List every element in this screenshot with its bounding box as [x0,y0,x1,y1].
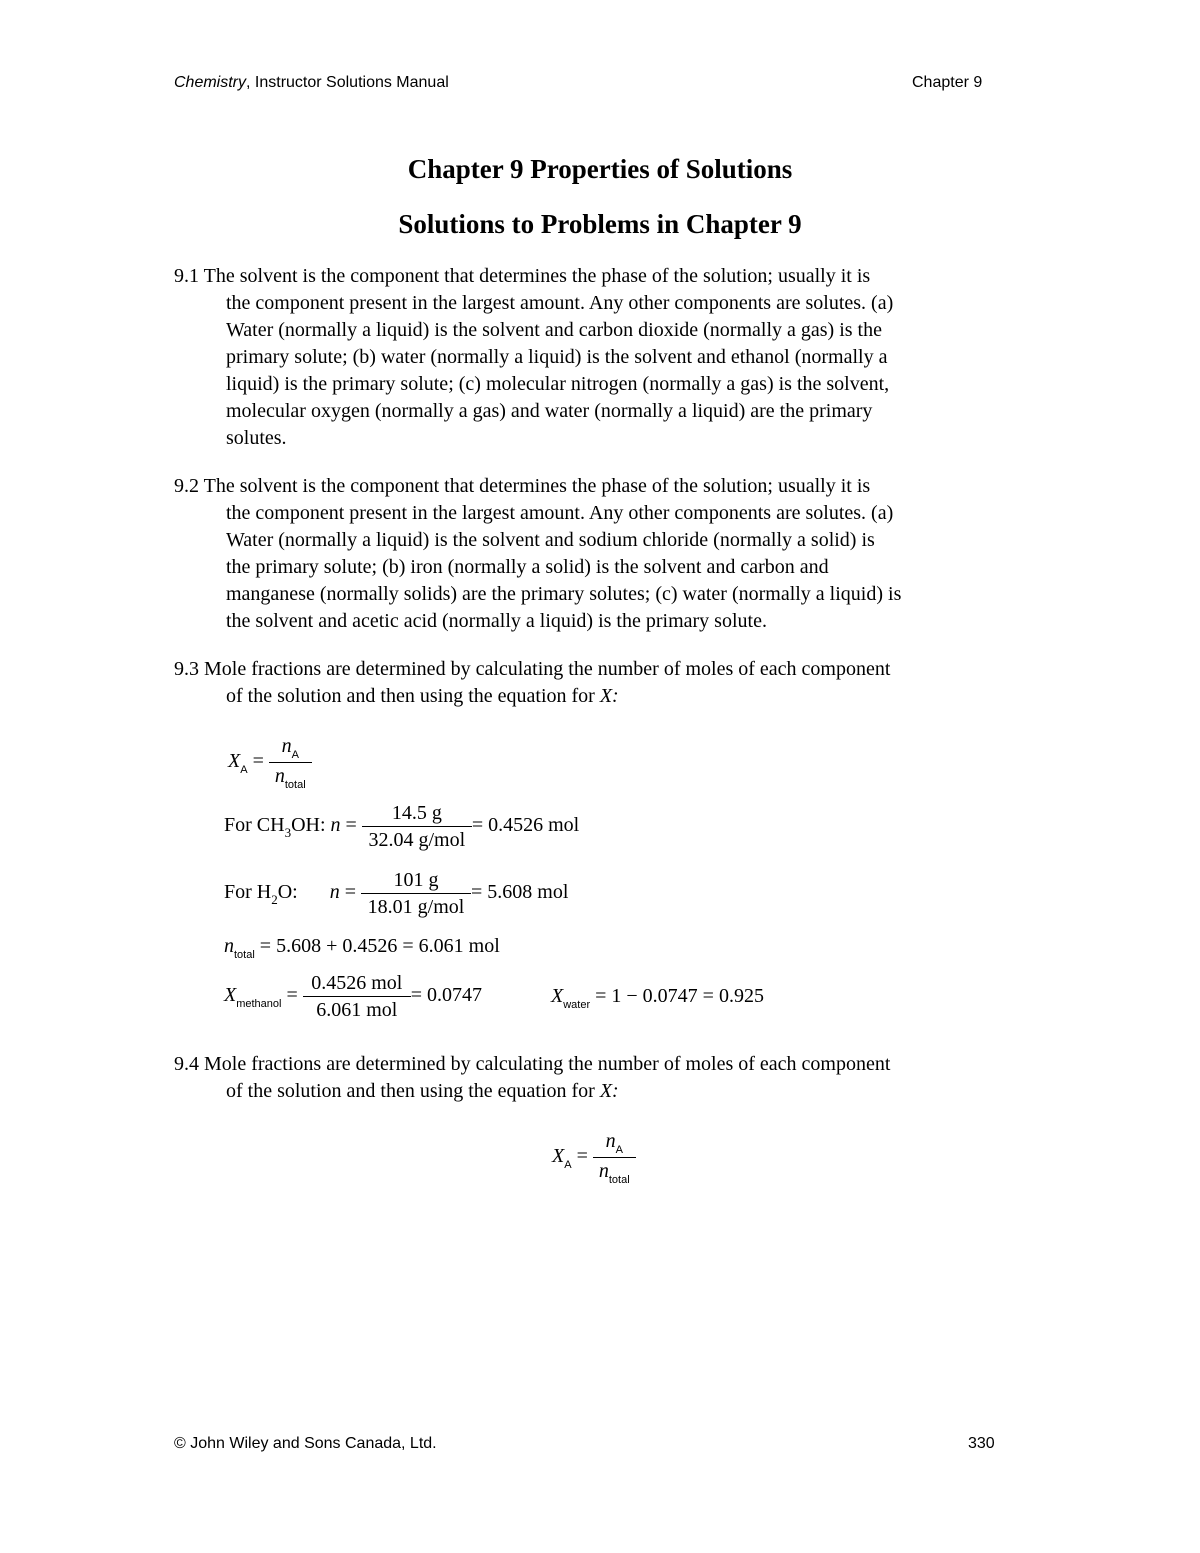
running-header-left [174,74,449,92]
chapter-title: Chapter 9 Properties of Solutions [407,154,793,184]
symbol-n: n [281,735,292,757]
problem-text: Mole fractions are determined by calculating the number of moles of each component [204,1053,891,1075]
problem-9-4 [174,1051,1034,1105]
problem-text: the solvent and acetic acid (normally a liquid) is the primary solute. [226,610,767,632]
problem-text: molecular oxygen (normally a gas) and water (normally a liquid) are the primary [226,400,873,422]
problem-text: Water (normally a liquid) is the solvent and carbon dioxide (normally a gas) is the [226,319,882,341]
expression: = 1 − 0.0747 = 0.925 [590,985,764,1007]
result: = 0.4526 mol [471,814,580,837]
problem-text: Mole fractions are determined by calculating the number of moles of each component [204,658,891,680]
result: = 5.608 mol [471,881,569,904]
fraction [269,733,312,792]
problem-text: primary solute; (b) water (normally a liquid) is the solvent and ethanol (normally a [226,346,888,368]
equals-sign: = [340,814,362,837]
equals-sign: = [339,881,362,904]
problem-text: the component present in the largest amount. Any other components are solutes. (a) [226,292,894,314]
problem-line [174,473,1034,500]
symbol-n: n [329,881,340,904]
problem-line [174,263,1034,290]
symbol-n: n [330,814,341,837]
running-header-chapter: Chapter 9 [912,74,983,91]
subscript: 3 [284,825,292,841]
symbol-n: n [605,1130,616,1152]
variable-x: X: [599,685,619,707]
symbol-x: X [551,985,564,1007]
symbol-x: X [224,984,237,1007]
symbol-n: n [274,765,285,787]
problem-line [174,683,1034,710]
subscript-methanol: methanol [236,998,282,1011]
problem-text: liquid) is the primary solute; (c) molecular nitrogen (normally a gas) is the solvent, [226,373,890,395]
problem-9-2 [174,473,1034,635]
subscript-total: total [284,779,306,791]
label: For CH [224,814,285,837]
denominator [593,1158,636,1187]
numerator: 0.4526 mol [303,970,411,997]
symbol-n: n [224,935,234,957]
methanol-moles-equation [224,800,579,853]
denominator: 18.01 g/mol [367,896,465,918]
book-subtitle: , Instructor Solutions Manual [246,74,449,91]
problem-text: the primary solute; (b) iron (normally a solid) is the solvent and carbon and [226,556,829,578]
result: = 0.0747 [410,984,483,1007]
problem-text: solutes. [226,427,287,449]
subscript-a: A [615,1144,623,1156]
problem-line [174,1078,1034,1105]
subscript-a: A [564,1159,572,1172]
problem-text: of the solution and then using the equation for [226,1080,600,1102]
water-fraction-equation [551,985,764,1011]
label: OH: [291,814,331,837]
symbol-n: n [598,1160,609,1182]
subscript-a: A [240,764,248,777]
problem-9-1 [174,263,1034,452]
numerator: 14.5 g [362,800,472,827]
water-moles-equation [224,867,568,920]
subscript-a: A [291,749,299,761]
problem-line [174,1051,1034,1078]
subscript-total: total [234,949,255,961]
mole-fraction-equation [228,733,312,792]
subscript-total: total [608,1174,630,1186]
fraction [593,1128,636,1187]
numerator [269,733,312,763]
section-title: Solutions to Problems in Chapter 9 [398,209,802,239]
denominator: 6.061 mol [316,999,398,1021]
subscript-water: water [563,999,591,1011]
equals-sign: = [281,984,303,1007]
fraction [362,800,472,853]
equals-sign: = [252,750,264,773]
denominator [269,763,312,792]
subscript: 2 [271,892,278,908]
problem-text: of the solution and then using the equation for [226,685,600,707]
problem-number: 9.4 [174,1053,199,1075]
problem-number: 9.1 [174,265,199,287]
fraction [361,867,471,920]
denominator: 32.04 g/mol [368,829,466,851]
problem-9-3 [174,656,1034,710]
equals-sign: = [576,1145,588,1168]
copyright-footer: © John Wiley and Sons Canada, Ltd. [174,1435,437,1452]
fraction [303,970,411,1023]
problem-text: The solvent is the component that determines the phase of the solution; usually it is [203,265,871,287]
symbol-x: X [228,750,241,773]
total-moles-equation [224,935,500,961]
problem-text: The solvent is the component that determines the phase of the solution; usually it is [203,475,871,497]
label: For H [224,881,272,904]
problem-number: 9.2 [174,475,199,497]
problem-number: 9.3 [174,658,199,680]
problem-text: the component present in the largest amount. Any other components are solutes. (a) [226,502,894,524]
problem-text: manganese (normally solids) are the primary solutes; (c) water (normally a liquid) is [226,583,902,605]
problem-line [174,656,1034,683]
numerator [593,1128,636,1158]
mole-fraction-equation-centered [552,1128,636,1187]
book-title: Chemistry [174,74,247,91]
symbol-x: X [552,1145,565,1168]
problem-text: Water (normally a liquid) is the solvent and sodium chloride (normally a solid) is [226,529,875,551]
numerator: 101 g [361,867,471,894]
methanol-fraction-equation [224,970,482,1023]
expression: = 5.608 + 0.4526 = 6.061 mol [254,935,500,957]
page-number: 330 [968,1435,995,1452]
variable-x: X: [599,1080,619,1102]
label: O: [277,881,298,904]
